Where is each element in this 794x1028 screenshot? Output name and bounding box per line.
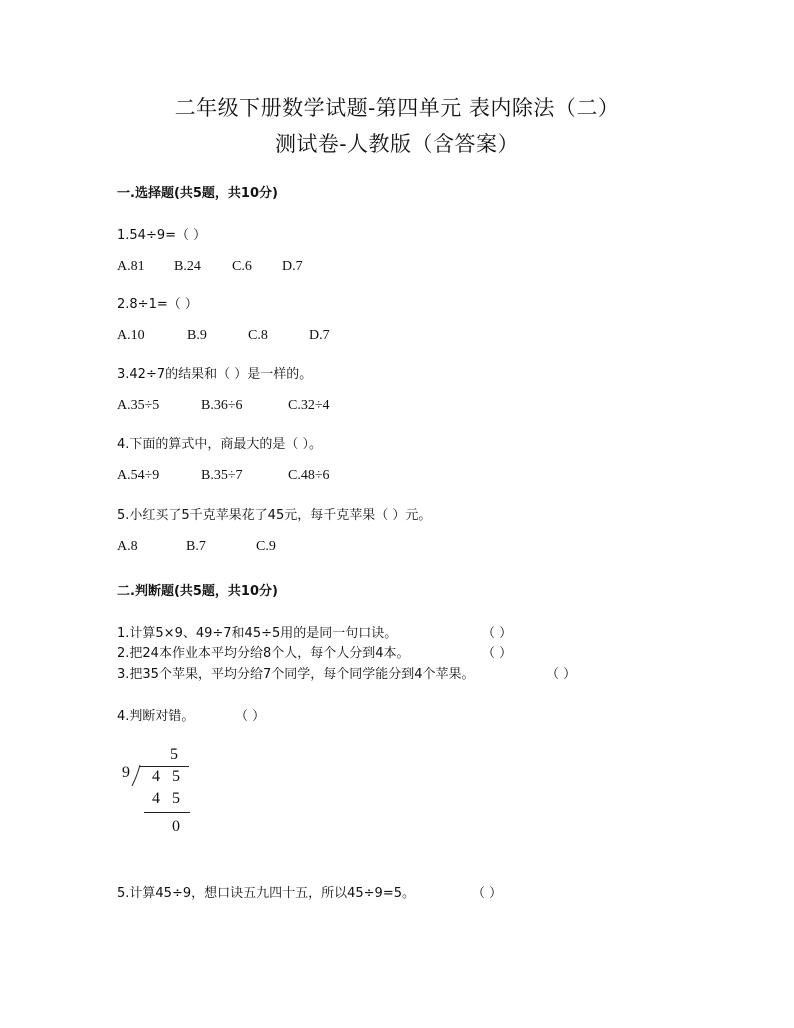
answer-blank[interactable]: （ ） [472,886,503,901]
question-text: 2.把24本作业本平均分给8个人，每个人分到4本。 [117,646,410,661]
section-heading-choice: 一.选择题(共5题，共10分) [117,186,278,201]
section-heading-judge: 二.判断题(共5题，共10分) [117,584,278,599]
options-row [117,328,330,344]
dividend-digit-tens: 4 [152,768,160,785]
options-row [117,468,330,484]
answer-blank[interactable]: （ ） [546,667,577,682]
options-row [117,398,330,414]
option-c: C.48÷6 [288,468,330,483]
option-d: D.7 [282,259,303,274]
question-text: 1.54÷9=（ ） [117,228,207,243]
options-row [117,539,276,555]
answer-blank[interactable]: （ ） [482,646,513,661]
option-a: A.81 [117,259,145,274]
question-text: 5.计算45÷9，想口诀五九四十五，所以45÷9=5。 [117,886,415,901]
question-text: 4.判断对错。 [117,709,195,724]
option-a: A.54÷9 [117,468,160,483]
option-b: B.36÷6 [201,398,243,413]
option-b: B.24 [174,259,201,274]
options-row [117,259,303,275]
option-a: A.10 [117,328,145,343]
subtraction-line [144,812,190,813]
option-a: A.35÷5 [117,398,160,413]
division-bracket [131,764,143,788]
question-text: 3.把35个苹果，平均分给7个同学，每个同学能分到4个苹果。 [117,667,475,682]
question-text: 1.计算5×9、49÷7和45÷5用的是同一句口诀。 [117,626,398,641]
question-text: 5.小红买了5千克苹果花了45元，每千克苹果（ ）元。 [117,508,432,523]
option-a: A.8 [117,539,138,554]
option-b: B.35÷7 [201,468,243,483]
option-c: C.6 [232,259,252,274]
option-b: B.7 [186,539,206,554]
question-text: 4.下面的算式中，商最大的是（ ）。 [117,437,323,452]
division-bar [139,766,189,767]
divisor-digit: 9 [122,764,130,781]
answer-blank[interactable]: （ ） [482,626,513,641]
product-digit-ones: 5 [172,790,180,807]
option-c: C.8 [248,328,268,343]
dividend-digit-ones: 5 [172,768,180,785]
product-digit-tens: 4 [152,790,160,807]
option-c: C.32÷4 [288,398,330,413]
remainder-digit: 0 [172,818,180,835]
option-d: D.7 [309,328,330,343]
document-title-line1: 二年级下册数学试题-第四单元 表内除法（二） [174,96,620,120]
answer-blank[interactable]: （ ） [235,709,266,724]
option-b: B.9 [187,328,207,343]
option-c: C.9 [256,539,276,554]
question-text: 3.42÷7的结果和（ ）是一样的。 [117,367,313,382]
document-title-line2: 测试卷-人教版（含答案） [274,132,520,156]
question-text: 2.8÷1=（ ） [117,297,198,312]
quotient-digit: 5 [170,746,178,763]
